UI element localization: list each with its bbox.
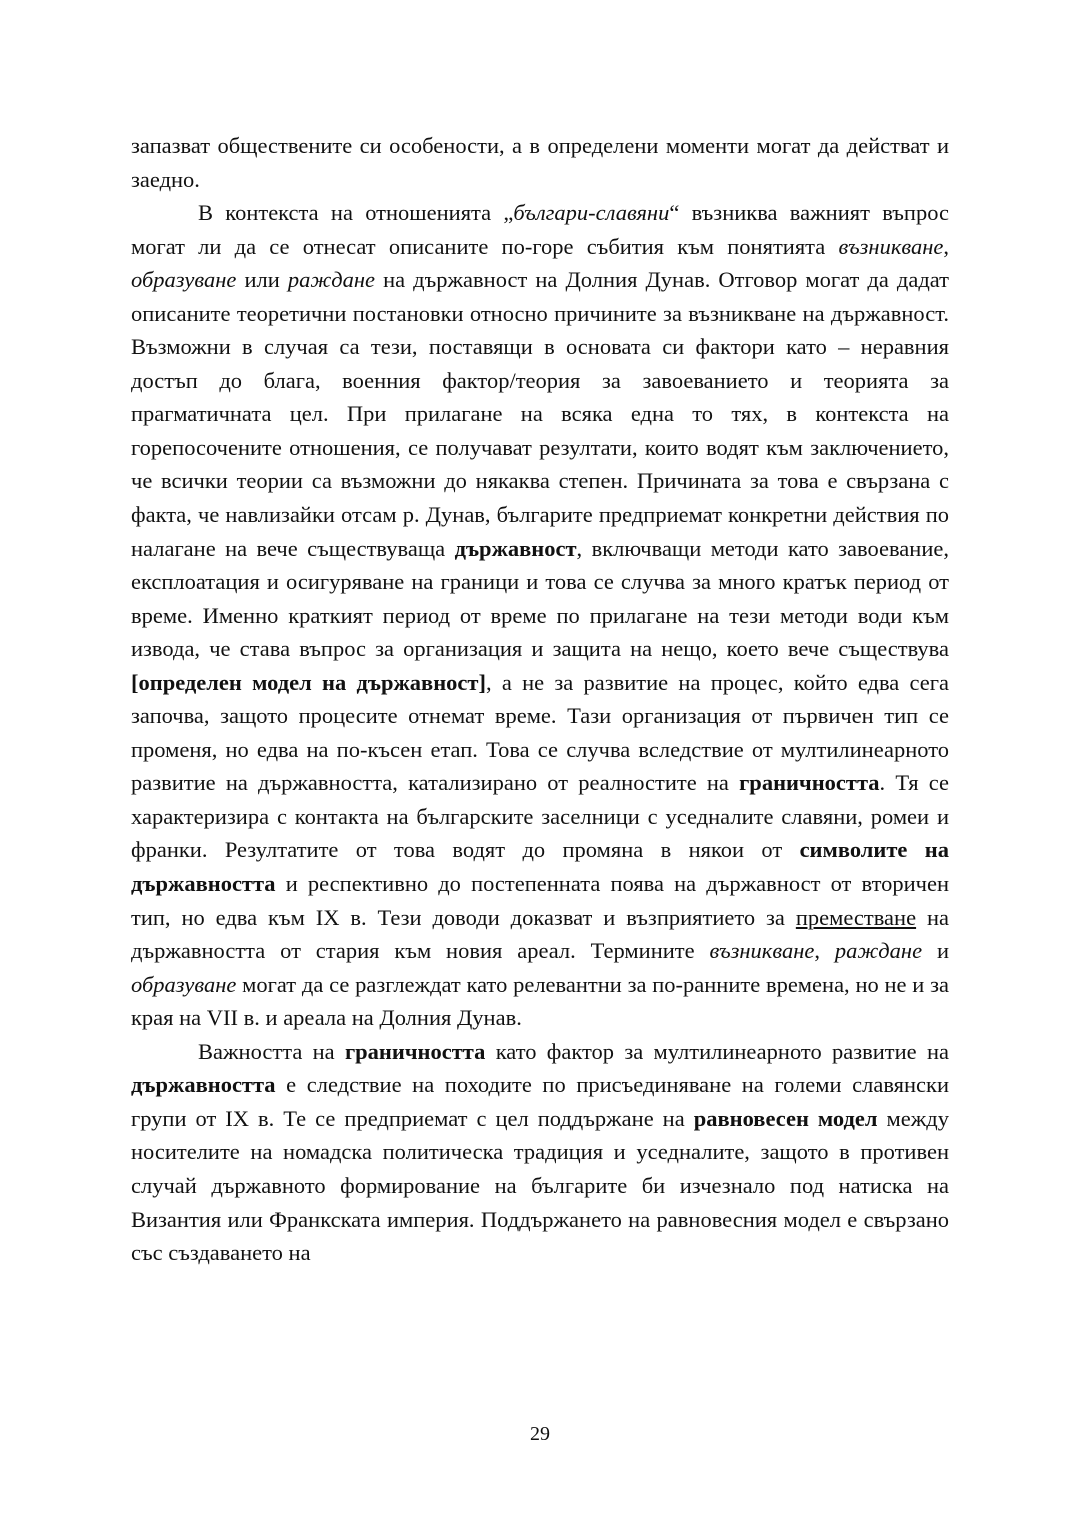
text-run: като фактор за мултилинеарното развитие на <box>485 1038 949 1064</box>
paragraph <box>131 1035 949 1270</box>
text-run: , включващи методи като завоевание, експлоатация и осигуряване на граници и това се случва за много кратък период от време. Именно краткият период от време по прилагане на тези методи води към извода, че става въпрос за организация и защита на нещо, което вече съществува <box>131 535 949 662</box>
text-run: , а не за развитие на процес, който едва сега започва, защото процесите отнемат време. Тази организация от първичен тип се променя, но едва на по-късен етап. Това се случва вследствие от мултилинеарното развитие на държавността, катализирано от реалностите на <box>131 669 949 796</box>
bold-run: държавност <box>454 535 577 561</box>
page-body <box>131 129 949 1270</box>
italic-run: раждане <box>287 267 376 293</box>
bold-run: държавността <box>131 1072 276 1098</box>
text-run: на държавност на Долния Дунав. Отговор могат да дадат описаните теоретични постановки относно причините за възникване на държавност. Възможни в случая са тези, поставящи в основата си фактори като – неравния достъп до блага, военния фактор/теория за завоеванието и теорията за прагматичната цел. При прилагане на всяка една то тях, в контекста на горепосочените отношения, се получават резултати, които водят към заключението, че всички теории са възможни до някаква степен. Причината за това е свързана с факта, че навлизайки отсам р. Дунав, българите предприемат конкретни действия по налагане на вече съществуваща <box>131 267 950 561</box>
italic-run: раждане <box>834 938 923 964</box>
italic-run: българи-славяни <box>513 200 670 226</box>
text-run: , <box>943 233 949 259</box>
italic-run: възникване <box>709 938 815 964</box>
text-run: между носителите на номадска политическа традиция и уседналите, защото в противен случай държавното формирование на българите би изчезнало под натиска на Византия или Франкската империя. Поддържането на равновесния модел е свързано със създаването на <box>131 1105 949 1266</box>
page-number: 29 <box>530 1423 550 1445</box>
bold-run: граничността <box>739 770 880 796</box>
bold-run: равновесен модел <box>693 1105 878 1131</box>
text-run: е следствие на походите по присъединяване на големи славянски групи от IX в. Те се предприемат с цел поддържане на <box>131 1072 949 1131</box>
italic-run: възникване <box>838 233 944 259</box>
text-run: “ възниква важният въпрос могат ли да се отнесат описаните по-горе събития към понятията <box>131 200 949 259</box>
text-run: и респективно до постепенната поява на държавност от вторичен тип, но едва към IX в. Тези доводи доказват и възприятието за <box>131 871 949 930</box>
paragraph <box>131 196 949 1035</box>
italic-run: образуване <box>131 971 237 997</box>
italic-run: образуване <box>131 267 237 293</box>
text-run: и <box>922 938 949 964</box>
text-run: . Тя се характеризира с контакта на българските заселници с уседналите славяни, ромеи и франки. Резултатите от това водят до промяна в някои от <box>131 770 949 863</box>
text-run: на държавността от стария към новия ареал. Термините <box>131 904 950 964</box>
underlined-run: преместване <box>795 904 917 930</box>
paragraph <box>131 129 949 196</box>
text-run: или <box>236 267 288 293</box>
text-run: В контекста на отношенията „ <box>198 200 514 226</box>
bold-run: [определен модел на държавност] <box>131 669 486 695</box>
text-run: могат да се разглеждат като релевантни за по-ранните времена, но не и за края на VII в. и ареала на Долния Дунав. <box>131 971 949 1031</box>
text-run: , <box>814 938 835 964</box>
text-run: запазват обществените си особености, а в определени моменти могат да действат и заедно. <box>131 133 949 192</box>
text-run: Важността на <box>198 1038 345 1064</box>
bold-run: символите на държавността <box>131 837 949 897</box>
bold-run: граничността <box>344 1038 486 1064</box>
